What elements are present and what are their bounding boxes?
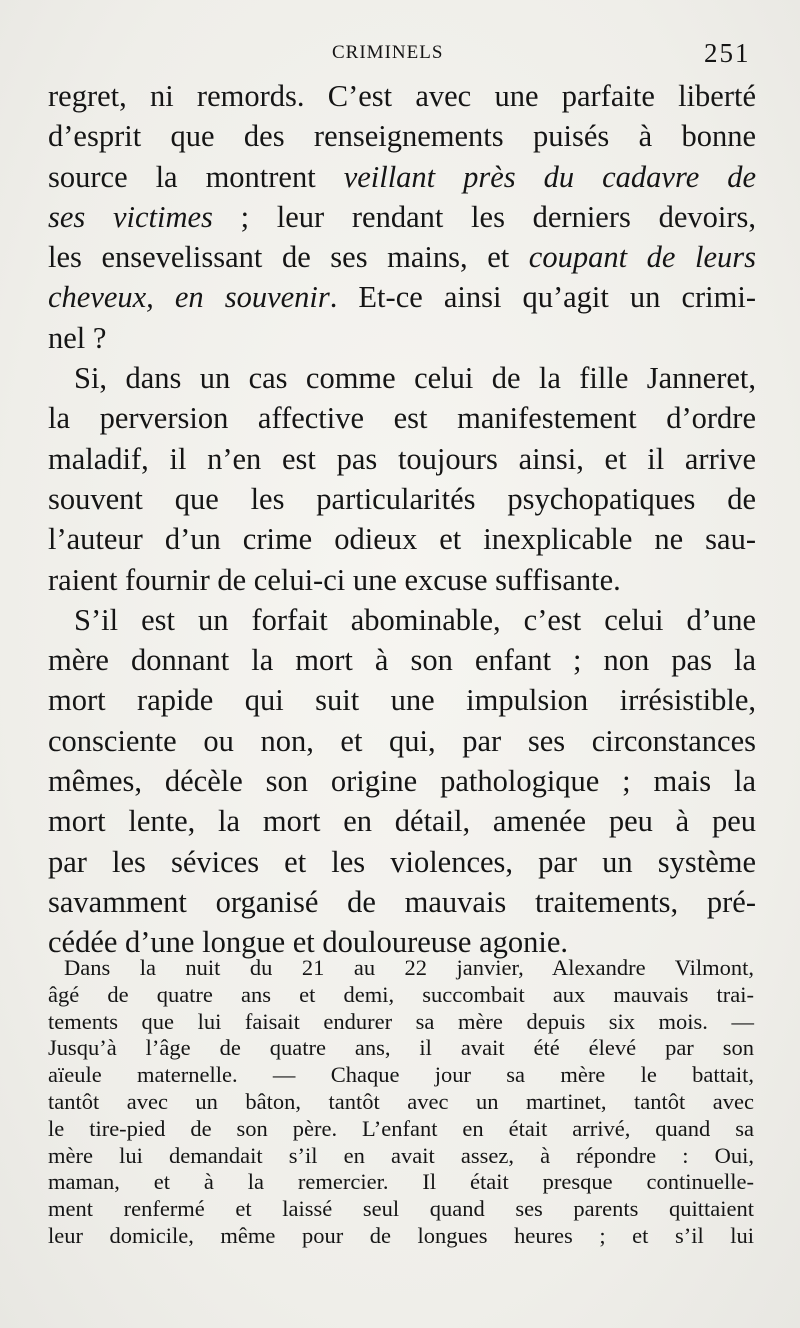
- text-line: maladif, il n’en est pas toujours ainsi, et il arrive: [48, 441, 756, 476]
- text-line: les ensevelissant de ses mains, et coupant de leurs: [48, 240, 756, 275]
- footnote-line: ment renfermé et laissé seul quand ses parents quittaient: [48, 1196, 754, 1222]
- text-line: nel ?: [48, 320, 107, 355]
- text-line: source la montrent veillant près du cadavre de: [48, 159, 756, 194]
- paragraph: [48, 600, 756, 963]
- footnote-line: leur domicile, même pour de longues heures ; et s’il lui: [48, 1222, 754, 1248]
- text-line: la perversion affective est manifestement d’ordre: [48, 401, 756, 436]
- text-line: souvent que les particularités psychopatiques de: [48, 481, 756, 516]
- text-line: savamment organisé de mauvais traitements, pré-: [48, 884, 756, 919]
- text-line: mère donnant la mort à son enfant ; non pas la: [48, 643, 756, 678]
- italic-text: veillant près du cadavre de: [343, 159, 756, 194]
- footnote-line: aïeule maternelle. — Chaque jour sa mère le battait,: [48, 1062, 754, 1088]
- text-line: consciente ou non, et qui, par ses circonstances: [48, 723, 756, 758]
- text-line: mêmes, décèle son origine pathologique ; mais la: [48, 764, 756, 799]
- footnote: [48, 955, 754, 1250]
- footnote-line: le tire-pied de son père. L’enfant en était arrivé, quand sa: [48, 1115, 754, 1141]
- paragraph: [48, 76, 756, 358]
- text-line: l’auteur d’un crime odieux et inexplicable ne sau-: [48, 522, 756, 557]
- footnote-line: maman, et à la remercier. Il était presque continuelle-: [48, 1169, 754, 1195]
- running-head: CRIMINELS: [332, 42, 444, 63]
- italic-text: coupant de leurs: [528, 240, 756, 275]
- paragraph: [48, 358, 756, 600]
- text-line: mort rapide qui suit une impulsion irrésistible,: [48, 683, 756, 718]
- text-line: ses victimes ; leur rendant les derniers devoirs,: [48, 199, 756, 234]
- main-text: [48, 76, 756, 963]
- text-line: S’il est un forfait abominable, c’est celui d’une: [74, 602, 756, 637]
- text-line: cheveux, en souvenir. Et-ce ainsi qu’agit un crimi-: [48, 280, 756, 315]
- footnote-line: mère lui demandait s’il en avait assez, à répondre : Oui,: [48, 1142, 754, 1168]
- footnote-line: tements que lui faisait endurer sa mère depuis six mois. —: [48, 1008, 754, 1034]
- page-number: 251: [704, 38, 751, 68]
- text-line: mort lente, la mort en détail, amenée peu à peu: [48, 804, 756, 839]
- text-line: d’esprit que des renseignements puisés à bonne: [48, 119, 756, 154]
- page-header: [0, 38, 800, 68]
- text-line: cédée d’une longue et douloureuse agonie.: [48, 925, 568, 960]
- text-line: par les sévices et les violences, par un système: [48, 844, 756, 879]
- footnote-line: Dans la nuit du 21 au 22 janvier, Alexandre Vilmont,: [64, 955, 754, 980]
- italic-text: ses victimes: [48, 199, 213, 234]
- text-line: Si, dans un cas comme celui de la fille Janneret,: [74, 361, 756, 396]
- text-line: raient fournir de celui-ci une excuse suffisante.: [48, 562, 621, 597]
- footnote-line: tantôt avec un bâton, tantôt avec un martinet, tantôt avec: [48, 1088, 754, 1114]
- text-line: regret, ni remords. C’est avec une parfaite liberté: [48, 79, 756, 113]
- footnote-line: âgé de quatre ans et demi, succombait aux mauvais trai-: [48, 981, 754, 1007]
- footnote-line: Jusqu’à l’âge de quatre ans, il avait été élevé par son: [48, 1035, 754, 1061]
- italic-text: cheveux, en souvenir: [48, 280, 330, 315]
